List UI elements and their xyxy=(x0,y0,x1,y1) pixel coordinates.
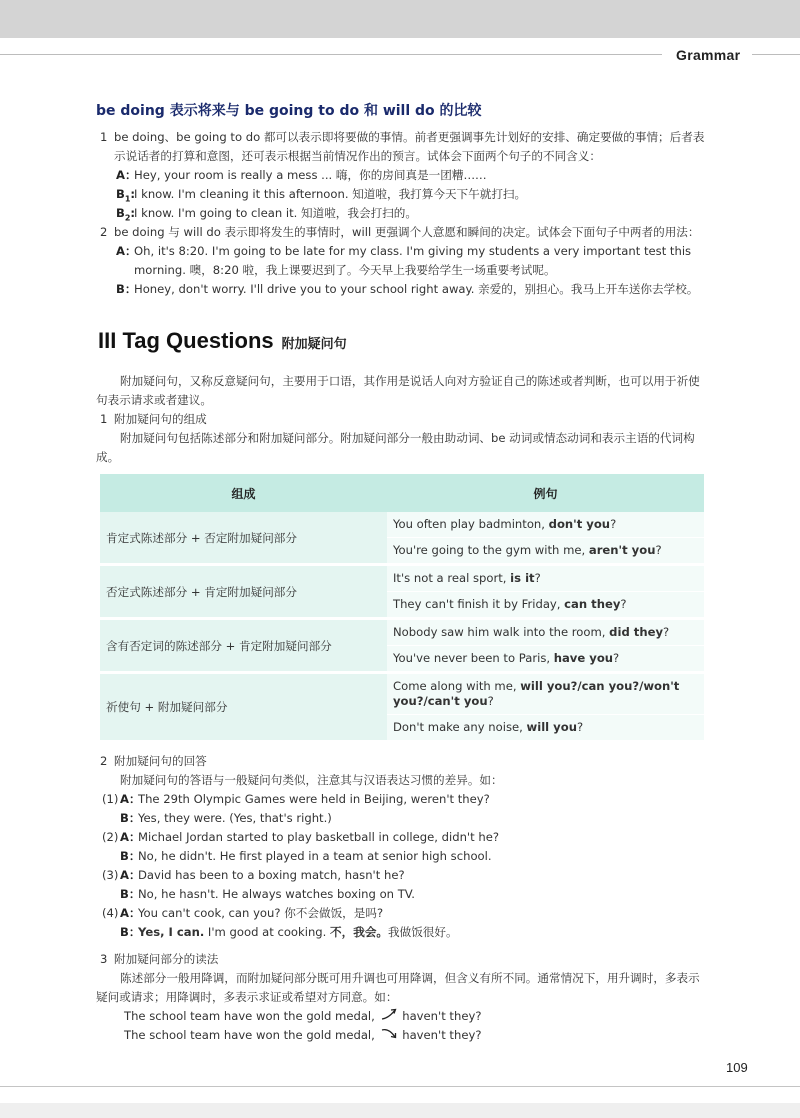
speaker-label: B： xyxy=(116,282,137,296)
speaker-label: A： xyxy=(120,868,141,882)
section-title: III Tag Questions 附加疑问句 xyxy=(98,328,347,353)
example-sentence: You've never been to Paris, have you? xyxy=(393,651,620,665)
answer-question-line: (2) A： Michael Jordan started to play basketball in college, didn't he? xyxy=(96,828,708,847)
rising-tone-example: The school team have won the gold medal, haven't they? xyxy=(124,1009,482,1023)
reading-block xyxy=(96,950,708,1045)
rising-tone-arrow-icon xyxy=(381,1008,397,1020)
answers-intro: 附加疑问句的答语与一般疑问句类似，注意其与汉语表达习惯的差异。如： xyxy=(120,773,503,787)
speaker-label: B： xyxy=(120,811,141,825)
example-sentence: They can't finish it by Friday, can they? xyxy=(393,597,627,611)
example-cell xyxy=(387,620,704,671)
table-row xyxy=(100,512,704,563)
example-sentence: Nobody saw him walk into the room, did they? xyxy=(387,620,704,646)
falling-tone-example: The school team have won the gold medal, haven't they? xyxy=(124,1028,482,1042)
answers-heading: 2 附加疑问句的回答 xyxy=(100,754,207,768)
example-cell xyxy=(387,512,704,563)
comparison-block xyxy=(96,128,708,299)
structure-cell: 含有否定词的陈述部分 + 肯定附加疑问部分 xyxy=(100,620,387,671)
dialogue-line xyxy=(96,204,708,223)
pair-number: (3) xyxy=(102,868,119,882)
speaker-label: B： xyxy=(120,849,141,863)
example-sentence: You're going to the gym with me, aren't you? xyxy=(393,543,662,557)
structure-cell: 祈使句 + 附加疑问部分 xyxy=(100,674,387,740)
answers-block xyxy=(96,752,708,942)
reading-paragraph: 陈述部分一般用降调，而附加疑问部分既可用升调也可用降调，但含义有所不同。通常情况下，用升调时，多表示疑问或请求；用降调时，多表示求证或希望对方同意。如： xyxy=(96,971,700,1004)
footer-rule xyxy=(0,1086,800,1087)
example-sentence: Come along with me, will you?/can you?/won't you?/can't you? xyxy=(387,674,704,715)
answer-reply-line: B： Yes, they were. (Yes, that's right.) xyxy=(96,809,708,828)
composition-table xyxy=(100,474,704,740)
table-header-structure: 组成 xyxy=(100,474,387,512)
dialogue-text: I know. I'm cleaning it this afternoon. 知道啦，我打算今天下午就打扫。 xyxy=(134,187,527,201)
answer-question-line: (3) A： David has been to a boxing match, hasn't he? xyxy=(96,866,708,885)
intro-paragraph: 附加疑问句，又称反意疑问句，主要用于口语，其作用是说话人向对方验证自己的陈述或者判断，也可以用于祈使句表示请求或者建议。 xyxy=(96,374,700,407)
dialogue-line xyxy=(96,185,708,204)
dialogue-text: Honey, don't worry. I'll drive you to your school right away. 亲爱的，别担心。我马上开车送你去学校。 xyxy=(134,282,699,296)
table-row xyxy=(100,620,704,671)
item-text: be doing、be going to do 都可以表示即将要做的事情。前者更强调事先计划好的安排、确定要做的事情；后者表示说话者的打算和意图，还可表示根据当前情况作出的预言。试体会下面两个句子的不同含义： xyxy=(114,130,705,163)
speaker-label: A： xyxy=(116,168,137,182)
structure-cell: 肯定式陈述部分 + 否定附加疑问部分 xyxy=(100,512,387,563)
answers-list xyxy=(96,790,708,942)
speaker-label: A： xyxy=(120,906,141,920)
item-number: 2 xyxy=(100,225,108,239)
speaker-label: B： xyxy=(120,887,141,901)
item-number: 1 xyxy=(100,130,108,144)
example-sentence: You often play badminton, don't you? xyxy=(387,512,704,538)
top-band xyxy=(0,0,800,38)
speaker-label: A： xyxy=(120,830,141,844)
answer-reply-line: B： Yes, I can. I'm good at cooking. 不，我会。我做饭很好。 xyxy=(96,923,708,942)
structure-cell: 否定式陈述部分 + 肯定附加疑问部分 xyxy=(100,566,387,617)
table-row xyxy=(100,674,704,740)
answer-reply-line: B： No, he hasn't. He always watches boxing on TV. xyxy=(96,885,708,904)
comparison-subheading: be doing 表示将来与 be going to do 和 will do 的比较 xyxy=(96,103,482,119)
answer-question-line: (4) A： You can't cook, can you? 你不会做饭，是吗? xyxy=(96,904,708,923)
item-text: be doing 与 will do 表示即将发生的事情时，will 更强调个人意愿和瞬间的决定。试体会下面句子中两者的用法： xyxy=(114,225,700,239)
comparison-item-2 xyxy=(96,223,708,242)
comparison-item-1 xyxy=(96,128,708,166)
tag-question-intro-block xyxy=(96,372,708,467)
bottom-band xyxy=(0,1103,800,1118)
falling-tone-arrow-icon xyxy=(381,1027,397,1039)
speaker-label: B： xyxy=(120,925,141,939)
answer-reply-line: B： No, he didn't. He first played in a team at senior high school. xyxy=(96,847,708,866)
section-title-cn: 附加疑问句 xyxy=(281,336,347,351)
composition-paragraph: 附加疑问句包括陈述部分和附加疑问部分。附加疑问部分一般由助动词、be 动词或情态动词和表示主语的代词构成。 xyxy=(96,431,695,464)
pair-number: (1) xyxy=(102,792,119,806)
example-cell xyxy=(387,566,704,617)
speaker-label: $B_2$: xyxy=(116,206,136,223)
dialogue-line xyxy=(96,166,708,185)
dialogue-text: Hey, your room is really a mess ... 嗨，你的房间真是一团糟…… xyxy=(134,168,487,182)
example-sentence: It's not a real sport, is it? xyxy=(387,566,704,592)
dialogue-text: I know. I'm going to clean it. 知道啦，我会打扫的。 xyxy=(134,206,417,220)
dialogue-text: Oh, it's 8:20. I'm going to be late for my class. I'm giving my students a very important test this morning. 噢，8:20 啦，我上课要迟到了。今天早上我要给学生一场重要考试呢。 xyxy=(134,244,692,277)
speaker-label: A： xyxy=(116,244,137,258)
pair-number: (2) xyxy=(102,830,119,844)
speaker-label: A： xyxy=(120,792,141,806)
speaker-label: $B_1$: xyxy=(116,187,136,204)
page-number: 109 xyxy=(726,1060,748,1075)
table-header-examples: 例句 xyxy=(387,474,704,512)
example-cell xyxy=(387,674,704,740)
example-sentence: Don't make any noise, will you? xyxy=(393,720,584,734)
composition-heading: 1 附加疑问句的组成 xyxy=(100,412,207,426)
dialogue-line xyxy=(96,242,708,280)
section-header-label: Grammar xyxy=(662,44,752,66)
answer-question-line: (1) A： The 29th Olympic Games were held in Beijing, weren't they? xyxy=(96,790,708,809)
reading-heading: 3 附加疑问部分的读法 xyxy=(100,952,219,966)
table-row xyxy=(100,566,704,617)
pair-number: (4) xyxy=(102,906,119,920)
dialogue-line xyxy=(96,280,708,299)
